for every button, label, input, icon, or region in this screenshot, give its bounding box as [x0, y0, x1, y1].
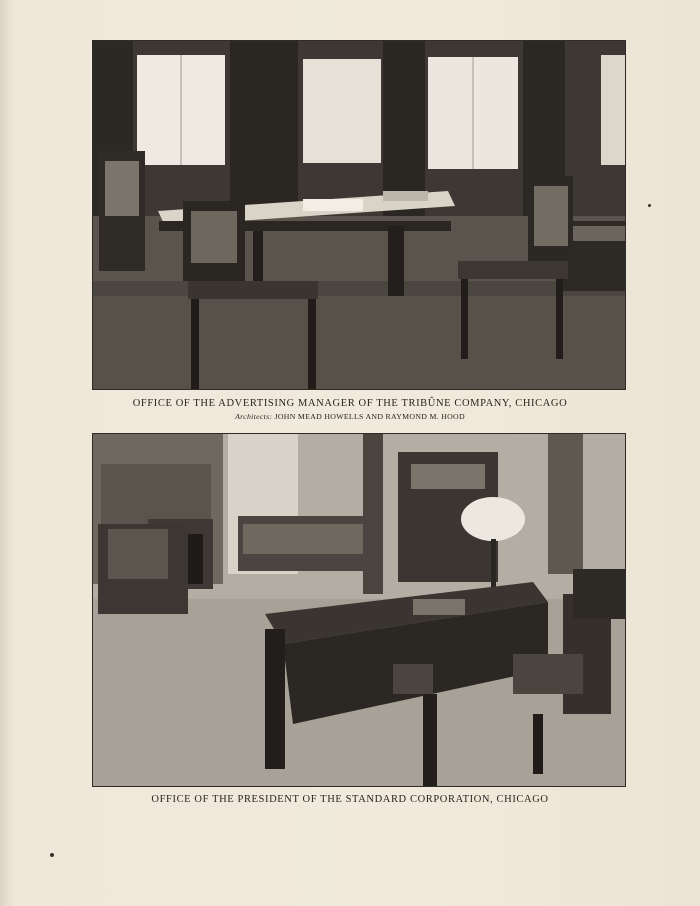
top-photo-caption: OFFICE OF THE ADVERTISING MANAGER OF THE TRIBÛNE COMPANY, CHICAGO: [132, 398, 568, 409]
bottom-photo-caption: OFFICE OF THE PRESIDENT OF THE STANDARD CORPORATION, CHICAGO: [151, 794, 549, 805]
top-photo-credit: [0, 412, 700, 421]
photo-standard-office-image: [93, 434, 625, 786]
photo-standard-corporation-office: [93, 434, 625, 786]
page-speck: [50, 853, 54, 857]
page-speck: [648, 204, 651, 207]
photo-tribune-office: [93, 41, 625, 389]
photo-tribune-office-image: [93, 41, 625, 389]
credit-names: JOHN MEAD HOWELLS AND RAYMOND M. HOOD: [274, 412, 465, 421]
credit-label: Architects:: [235, 412, 273, 421]
